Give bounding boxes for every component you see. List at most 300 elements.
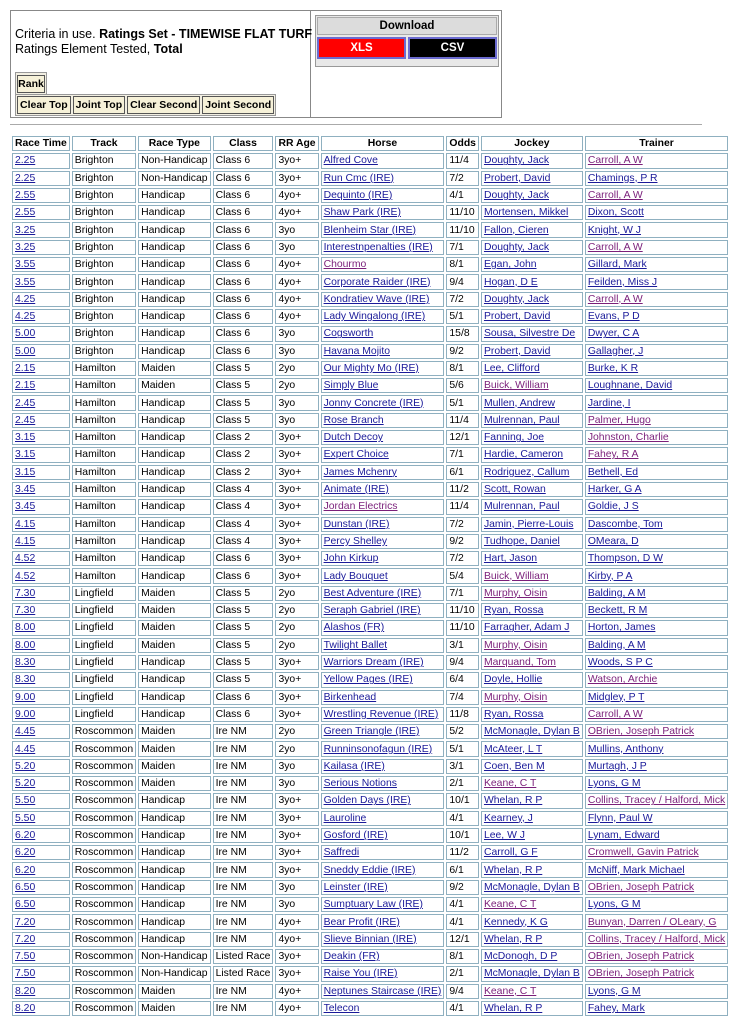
trainer-link[interactable]: Carroll, A W (587, 155, 643, 167)
race-time-link[interactable]: 8.00 (15, 622, 36, 634)
horse-link[interactable]: Alashos (FR) (323, 622, 385, 634)
horse-link[interactable]: Warriors Dream (IRE) (323, 657, 424, 669)
trainer-link[interactable]: Collins, Tracey / Halford, Mick (587, 795, 726, 807)
trainer-link[interactable]: Fahey, R A (587, 449, 639, 461)
horse-link[interactable]: Saffredi (323, 847, 360, 859)
jockey-link[interactable]: McMonagle, Dylan B (483, 968, 580, 980)
jockey-link[interactable]: Coen, Ben M (483, 760, 545, 772)
jockey-link[interactable]: Kennedy, K G (483, 916, 548, 928)
race-time-link[interactable]: 6.20 (15, 864, 36, 876)
horse-link[interactable]: Kondratiev Wave (IRE) (323, 293, 430, 305)
trainer-link[interactable]: Balding, A M (587, 587, 646, 599)
download-buttons (317, 37, 497, 59)
jockey-link[interactable]: Doughty, Jack (483, 155, 550, 167)
race-time-link[interactable]: 6.50 (15, 881, 36, 893)
race-time-link[interactable]: 9.00 (15, 691, 36, 703)
trainer-link[interactable]: Collins, Tracey / Halford, Mick (587, 933, 726, 945)
jockey-link[interactable]: McMonagle, Dylan B (483, 726, 580, 738)
jockey-link[interactable]: McMonagle, Dylan B (483, 881, 580, 893)
cell-race-type: Non-Handicap (138, 966, 210, 981)
trainer-link[interactable]: Thompson, D W (587, 553, 663, 565)
horse-link[interactable]: Serious Notions (323, 778, 397, 790)
horse-link[interactable]: Sumptuary Law (IRE) (323, 899, 423, 911)
cell-horse (321, 828, 445, 843)
race-time-link[interactable]: 4.25 (15, 311, 36, 323)
horse-link[interactable]: Alfred Cove (323, 155, 378, 167)
jockey-link[interactable]: Lee, Clifford (483, 363, 540, 374)
trainer-link[interactable]: Balding, A M (587, 639, 646, 651)
horse-link[interactable]: Telecon (323, 1002, 360, 1014)
trainer-link[interactable]: Burke, K R (587, 363, 639, 374)
cell-horse (321, 344, 445, 359)
cell-jockey (481, 240, 583, 255)
trainer-link[interactable]: McNiff, Mark Michael (587, 864, 685, 876)
horse-link[interactable]: Green Triangle (IRE) (323, 726, 420, 738)
cell-class: Ire NM (213, 828, 274, 843)
jockey-link[interactable]: Murphy, Oisin (483, 587, 548, 599)
trainer-link[interactable]: Chamings, P R (587, 172, 658, 184)
cell-horse (321, 447, 445, 462)
trainer-link[interactable]: Watson, Archie (587, 674, 658, 686)
jockey-link[interactable]: Mulrennan, Paul (483, 414, 560, 426)
race-time-link[interactable]: 2.15 (15, 363, 36, 374)
jockey-link[interactable]: Hardie, Cameron (483, 449, 564, 461)
jockey-link[interactable]: Doughty, Jack (483, 241, 550, 253)
clear-top-button[interactable]: Clear Top (17, 96, 71, 114)
horse-link[interactable]: Sneddy Eddie (IRE) (323, 864, 416, 876)
table-row (12, 240, 728, 255)
race-time-link[interactable]: 6.20 (15, 847, 36, 859)
trainer-link[interactable]: Goldie, J S (587, 501, 639, 513)
trainer-link[interactable]: OBrien, Joseph Patrick (587, 726, 695, 738)
horse-link[interactable]: Gosford (IRE) (323, 830, 388, 842)
trainer-link[interactable]: Murtagh, J P (587, 760, 647, 772)
cell-trainer (585, 482, 728, 497)
race-time-link[interactable]: 9.00 (15, 708, 36, 720)
trainer-link[interactable]: Gallagher, J (587, 345, 644, 357)
cell-trainer (585, 603, 728, 618)
jockey-link[interactable]: Probert, David (483, 345, 551, 357)
clear-second-button[interactable]: Clear Second (127, 96, 200, 114)
table-row (12, 413, 728, 428)
race-time-link[interactable]: 5.00 (15, 345, 36, 357)
jockey-link[interactable]: Egan, John (483, 259, 537, 271)
trainer-link[interactable]: Carroll, A W (587, 293, 643, 305)
cell-rr-age: 2yo (275, 603, 318, 618)
jockey-link[interactable]: Kearney, J (483, 812, 533, 824)
trainer-link[interactable]: Dixon, Scott (587, 207, 644, 219)
cell-class: Class 6 (213, 707, 274, 722)
cell-rr-age: 2yo (275, 638, 318, 653)
table-row (12, 793, 728, 808)
horse-link[interactable]: Lady Bouquet (323, 570, 388, 582)
table-row (12, 188, 728, 203)
trainer-link[interactable]: Palmer, Hugo (587, 414, 651, 426)
trainer-link[interactable]: Woods, S P C (587, 657, 653, 669)
trainer-link[interactable]: Carroll, A W (587, 190, 643, 202)
jockey-link[interactable]: Ryan, Rossa (483, 708, 544, 720)
trainer-link[interactable]: Johnston, Charlie (587, 432, 669, 444)
race-time-link[interactable]: 7.30 (15, 587, 36, 599)
cell-race-time (12, 966, 70, 981)
race-time-link[interactable]: 4.52 (15, 570, 36, 582)
jockey-link[interactable]: Rodriguez, Callum (483, 466, 570, 478)
trainer-link[interactable]: Cromwell, Gavin Patrick (587, 847, 699, 859)
cell-horse (321, 655, 445, 670)
horse-link[interactable]: Golden Days (IRE) (323, 795, 411, 807)
cell-jockey (481, 222, 583, 237)
horse-link[interactable]: Blenheim Star (IRE) (323, 224, 416, 236)
horse-link[interactable]: Raise You (IRE) (323, 968, 398, 980)
race-time-link[interactable]: 7.50 (15, 951, 36, 963)
cell-track: Roscommon (72, 862, 136, 877)
race-time-link[interactable]: 3.25 (15, 224, 36, 236)
horse-link[interactable]: Runninsonofagun (IRE) (323, 743, 433, 755)
jockey-link[interactable]: Keane, C T (483, 899, 537, 911)
cell-rr-age: 3yo+ (275, 499, 318, 514)
header-track: Track (72, 136, 136, 151)
cell-class: Class 5 (213, 586, 274, 601)
race-time-link[interactable]: 7.20 (15, 916, 36, 928)
race-time-link[interactable]: 3.45 (15, 484, 36, 496)
race-time-link[interactable]: 8.20 (15, 1002, 36, 1014)
cell-horse (321, 724, 445, 739)
cell-jockey (481, 914, 583, 929)
table-row (12, 862, 728, 877)
horse-link[interactable]: Best Adventure (IRE) (323, 587, 422, 599)
cell-odds: 11/4 (446, 499, 479, 514)
horse-link[interactable]: Expert Choice (323, 449, 389, 461)
jockey-link[interactable]: Whelan, R P (483, 795, 543, 807)
table-row (12, 759, 728, 774)
race-time-link[interactable]: 5.20 (15, 760, 36, 772)
cell-track: Lingfield (72, 586, 136, 601)
horse-link[interactable]: Lady Wingalong (IRE) (323, 311, 426, 323)
race-time-link[interactable]: 4.15 (15, 518, 36, 530)
jockey-link[interactable]: Sousa, Silvestre De (483, 328, 576, 340)
cell-rr-age: 3yo+ (275, 153, 318, 168)
cell-trainer (585, 551, 728, 566)
cell-trainer (585, 1001, 728, 1016)
cell-odds: 5/2 (446, 724, 479, 739)
trainer-link[interactable]: Evans, P D (587, 311, 640, 323)
horse-link[interactable]: Kailasa (IRE) (323, 760, 385, 772)
trainer-link[interactable]: OMeara, D (587, 535, 639, 547)
trainer-link[interactable]: Gillard, Mark (587, 259, 647, 271)
race-time-link[interactable]: 3.15 (15, 432, 36, 444)
trainer-link[interactable]: Lynam, Edward (587, 830, 660, 842)
trainer-link[interactable]: Bethell, Ed (587, 466, 639, 478)
cell-class: Class 5 (213, 672, 274, 687)
cell-race-time (12, 326, 70, 341)
cell-race-time (12, 638, 70, 653)
horse-link[interactable]: Wrestling Revenue (IRE) (323, 708, 439, 720)
table-row (12, 620, 728, 635)
race-time-link[interactable]: 4.52 (15, 553, 36, 565)
horse-link[interactable]: Leinster (IRE) (323, 881, 388, 893)
race-time-link[interactable]: 3.45 (15, 501, 36, 513)
jockey-link[interactable]: Farragher, Adam J (483, 622, 570, 634)
race-time-link[interactable]: 5.00 (15, 328, 36, 340)
jockey-link[interactable]: Marquand, Tom (483, 657, 556, 669)
xls-download-button[interactable]: XLS (317, 37, 406, 59)
trainer-link[interactable]: Lyons, G M (587, 899, 641, 911)
race-time-link[interactable]: 8.20 (15, 985, 36, 997)
cell-horse (321, 361, 445, 376)
race-time-link[interactable]: 3.25 (15, 241, 36, 253)
cell-class: Class 6 (213, 222, 274, 237)
jockey-link[interactable]: Scott, Rowan (483, 484, 546, 496)
race-time-link[interactable]: 6.20 (15, 830, 36, 842)
cell-odds: 9/2 (446, 534, 479, 549)
race-time-link[interactable]: 2.45 (15, 397, 36, 409)
results-table (10, 134, 730, 1018)
jockey-link[interactable]: Mullen, Andrew (483, 397, 555, 409)
trainer-link[interactable]: Lyons, G M (587, 985, 641, 997)
cell-trainer (585, 707, 728, 722)
jockey-link[interactable]: Keane, C T (483, 778, 537, 790)
jockey-link[interactable]: Hart, Jason (483, 553, 538, 565)
horse-link[interactable]: Seraph Gabriel (IRE) (323, 605, 421, 617)
cell-jockey (481, 759, 583, 774)
cell-class: Listed Race (213, 949, 274, 964)
trainer-link[interactable]: Jardine, I (587, 397, 631, 409)
cell-race-type: Handicap (138, 932, 210, 947)
cell-class: Ire NM (213, 914, 274, 929)
cell-race-time (12, 378, 70, 393)
cell-race-time (12, 413, 70, 428)
cell-class: Ire NM (213, 984, 274, 999)
cell-jockey (481, 292, 583, 307)
trainer-link[interactable]: Beckett, R M (587, 605, 648, 617)
criteria-panel (10, 10, 502, 118)
trainer-link[interactable]: Midgley, P T (587, 691, 645, 703)
jockey-link[interactable]: McAteer, L T (483, 743, 543, 755)
cell-track: Brighton (72, 171, 136, 186)
cell-horse (321, 620, 445, 635)
horse-link[interactable]: Dequinto (IRE) (323, 190, 393, 202)
joint-top-button[interactable]: Joint Top (73, 96, 125, 114)
cell-trainer (585, 776, 728, 791)
race-time-link[interactable]: 4.45 (15, 743, 36, 755)
jockey-link[interactable]: Buick, William (483, 570, 549, 582)
race-time-link[interactable]: 5.50 (15, 795, 36, 807)
jockey-link[interactable]: Doyle, Hollie (483, 674, 543, 686)
race-time-link[interactable]: 7.50 (15, 968, 36, 980)
race-time-link[interactable]: 3.15 (15, 449, 36, 461)
jockey-link[interactable]: McDonogh, D P (483, 951, 558, 963)
horse-link[interactable]: Birkenhead (323, 691, 377, 703)
jockey-link[interactable]: Probert, David (483, 311, 551, 323)
cell-odds: 11/10 (446, 603, 479, 618)
table-row (12, 344, 728, 359)
horse-link[interactable]: Deakin (FR) (323, 951, 380, 963)
cell-rr-age: 2yo (275, 620, 318, 635)
cell-rr-age: 3yo (275, 880, 318, 895)
race-time-link[interactable]: 2.55 (15, 190, 36, 202)
race-time-link[interactable]: 3.15 (15, 466, 36, 478)
horse-link[interactable]: Jonny Concrete (IRE) (323, 397, 424, 409)
trainer-link[interactable]: Horton, James (587, 622, 656, 634)
jockey-link[interactable]: Ryan, Rossa (483, 605, 544, 617)
horse-link[interactable]: Our Mighty Mo (IRE) (323, 363, 419, 374)
horse-link[interactable]: Animate (IRE) (323, 484, 389, 496)
race-time-link[interactable]: 7.20 (15, 933, 36, 945)
cell-rr-age: 3yo (275, 326, 318, 341)
horse-link[interactable]: Slieve Binnian (IRE) (323, 933, 417, 945)
trainer-link[interactable]: Carroll, A W (587, 241, 643, 253)
cell-trainer (585, 759, 728, 774)
cell-race-type: Handicap (138, 499, 210, 514)
race-time-link[interactable]: 4.45 (15, 726, 36, 738)
race-time-link[interactable]: 2.25 (15, 172, 36, 184)
horse-link[interactable]: Havana Mojito (323, 345, 390, 357)
trainer-link[interactable]: Dascombe, Tom (587, 518, 663, 530)
cell-trainer (585, 292, 728, 307)
cell-trainer (585, 326, 728, 341)
race-time-link[interactable]: 6.50 (15, 899, 36, 911)
horse-link[interactable]: Percy Shelley (323, 535, 388, 547)
horse-link[interactable]: Chourmo (323, 259, 367, 271)
jockey-link[interactable]: Carroll, G F (483, 847, 538, 859)
cell-race-time (12, 707, 70, 722)
jockey-link[interactable]: Doughty, Jack (483, 190, 550, 202)
race-time-link[interactable]: 2.55 (15, 207, 36, 219)
cell-trainer (585, 690, 728, 705)
trainer-link[interactable]: Knight, W J (587, 224, 641, 236)
cell-track: Lingfield (72, 655, 136, 670)
trainer-link[interactable]: Flynn, Paul W (587, 812, 653, 824)
trainer-link[interactable]: Feilden, Miss J (587, 276, 658, 288)
criteria-text (15, 27, 312, 57)
cell-race-type: Non-Handicap (138, 171, 210, 186)
table-body (12, 153, 728, 1016)
race-time-link[interactable]: 5.20 (15, 778, 36, 790)
jockey-link[interactable]: Keane, C T (483, 985, 537, 997)
jockey-link[interactable]: Probert, David (483, 172, 551, 184)
table-row (12, 222, 728, 237)
race-time-link[interactable]: 8.00 (15, 639, 36, 651)
cell-class: Class 6 (213, 326, 274, 341)
race-time-link[interactable]: 8.30 (15, 657, 36, 669)
cell-track: Brighton (72, 344, 136, 359)
race-time-link[interactable]: 4.25 (15, 293, 36, 305)
cell-race-time (12, 690, 70, 705)
jockey-link[interactable]: Fallon, Cieren (483, 224, 549, 236)
cell-track: Hamilton (72, 378, 136, 393)
cell-rr-age: 3yo+ (275, 171, 318, 186)
horse-link[interactable]: Jordan Electrics (323, 501, 398, 513)
cell-race-type: Handicap (138, 914, 210, 929)
horse-link[interactable]: Corporate Raider (IRE) (323, 276, 431, 288)
cell-odds: 7/4 (446, 690, 479, 705)
horse-link[interactable]: Cogsworth (323, 328, 374, 340)
horse-link[interactable]: Simply Blue (323, 380, 379, 392)
race-time-link[interactable]: 2.25 (15, 155, 36, 167)
horse-link[interactable]: Interestnpenalties (IRE) (323, 241, 433, 253)
jockey-link[interactable]: Hogan, D E (483, 276, 538, 288)
jockey-link[interactable]: Whelan, R P (483, 933, 543, 945)
jockey-link[interactable]: Whelan, R P (483, 864, 543, 876)
race-time-link[interactable]: 5.50 (15, 812, 36, 824)
jockey-link[interactable]: Mulrennan, Paul (483, 501, 560, 513)
cell-race-time (12, 793, 70, 808)
horse-link[interactable]: James Mchenry (323, 466, 397, 478)
cell-class: Ire NM (213, 741, 274, 756)
jockey-link[interactable]: Fanning, Joe (483, 432, 545, 444)
trainer-link[interactable]: Bunyan, Darren / OLeary, G (587, 916, 717, 928)
jockey-link[interactable]: Lee, W J (483, 830, 525, 842)
jockey-link[interactable]: Mortensen, Mikkel (483, 207, 569, 219)
trainer-link[interactable]: Dwyer, C A (587, 328, 640, 340)
trainer-link[interactable]: Carroll, A W (587, 708, 643, 720)
horse-link[interactable]: Lauroline (323, 812, 367, 824)
cell-trainer (585, 517, 728, 532)
cell-jockey (481, 690, 583, 705)
trainer-link[interactable]: OBrien, Joseph Patrick (587, 968, 695, 980)
cell-race-type: Maiden (138, 776, 210, 791)
trainer-link[interactable]: Loughnane, David (587, 380, 673, 392)
cell-race-type: Handicap (138, 465, 210, 480)
horse-link[interactable]: Twilight Ballet (323, 639, 388, 651)
horse-link[interactable]: Dunstan (IRE) (323, 518, 390, 530)
horse-link[interactable]: Yellow Pages (IRE) (323, 674, 413, 686)
trainer-link[interactable]: OBrien, Joseph Patrick (587, 881, 695, 893)
horse-link[interactable]: Run Cmc (IRE) (323, 172, 395, 184)
jockey-link[interactable]: Doughty, Jack (483, 293, 550, 305)
cell-odds: 3/1 (446, 759, 479, 774)
race-time-link[interactable]: 2.45 (15, 414, 36, 426)
trainer-link[interactable]: Fahey, Mark (587, 1002, 645, 1014)
race-time-link[interactable]: 2.15 (15, 380, 36, 392)
race-time-link[interactable]: 7.30 (15, 605, 36, 617)
joint-second-button[interactable]: Joint Second (202, 96, 274, 114)
race-time-link[interactable]: 4.15 (15, 535, 36, 547)
race-time-link[interactable]: 3.55 (15, 259, 36, 271)
cell-race-type: Handicap (138, 517, 210, 532)
horse-link[interactable]: Neptunes Staircase (IRE) (323, 985, 442, 997)
cell-race-type: Handicap (138, 482, 210, 497)
trainer-link[interactable]: Mullins, Anthony (587, 743, 664, 755)
cell-rr-age: 3yo+ (275, 430, 318, 445)
horse-link[interactable]: Bear Profit (IRE) (323, 916, 400, 928)
jockey-link[interactable]: Whelan, R P (483, 1002, 543, 1014)
cell-trainer (585, 932, 728, 947)
jockey-link[interactable]: Murphy, Oisin (483, 639, 548, 651)
trainer-link[interactable]: Lyons, G M (587, 778, 641, 790)
cell-horse (321, 309, 445, 324)
trainer-link[interactable]: Kirby, P A (587, 570, 633, 582)
csv-download-button[interactable]: CSV (408, 37, 497, 59)
jockey-link[interactable]: Buick, William (483, 380, 549, 392)
trainer-link[interactable]: Harker, G A (587, 484, 642, 496)
cell-odds: 8/1 (446, 361, 479, 376)
cell-race-type: Handicap (138, 707, 210, 722)
jockey-link[interactable]: Jamin, Pierre-Louis (483, 518, 574, 530)
horse-link[interactable]: Dutch Decoy (323, 432, 384, 444)
cell-horse (321, 257, 445, 272)
horse-link[interactable]: John Kirkup (323, 553, 379, 565)
jockey-link[interactable]: Tudhope, Daniel (483, 535, 560, 547)
trainer-link[interactable]: OBrien, Joseph Patrick (587, 951, 695, 963)
jockey-link[interactable]: Murphy, Oisin (483, 691, 548, 703)
horse-link[interactable]: Shaw Park (IRE) (323, 207, 401, 219)
rank-button[interactable]: Rank (17, 75, 45, 93)
horse-link[interactable]: Rose Branch (323, 414, 384, 426)
race-time-link[interactable]: 3.55 (15, 276, 36, 288)
race-time-link[interactable]: 8.30 (15, 674, 36, 686)
table-row (12, 1001, 728, 1016)
